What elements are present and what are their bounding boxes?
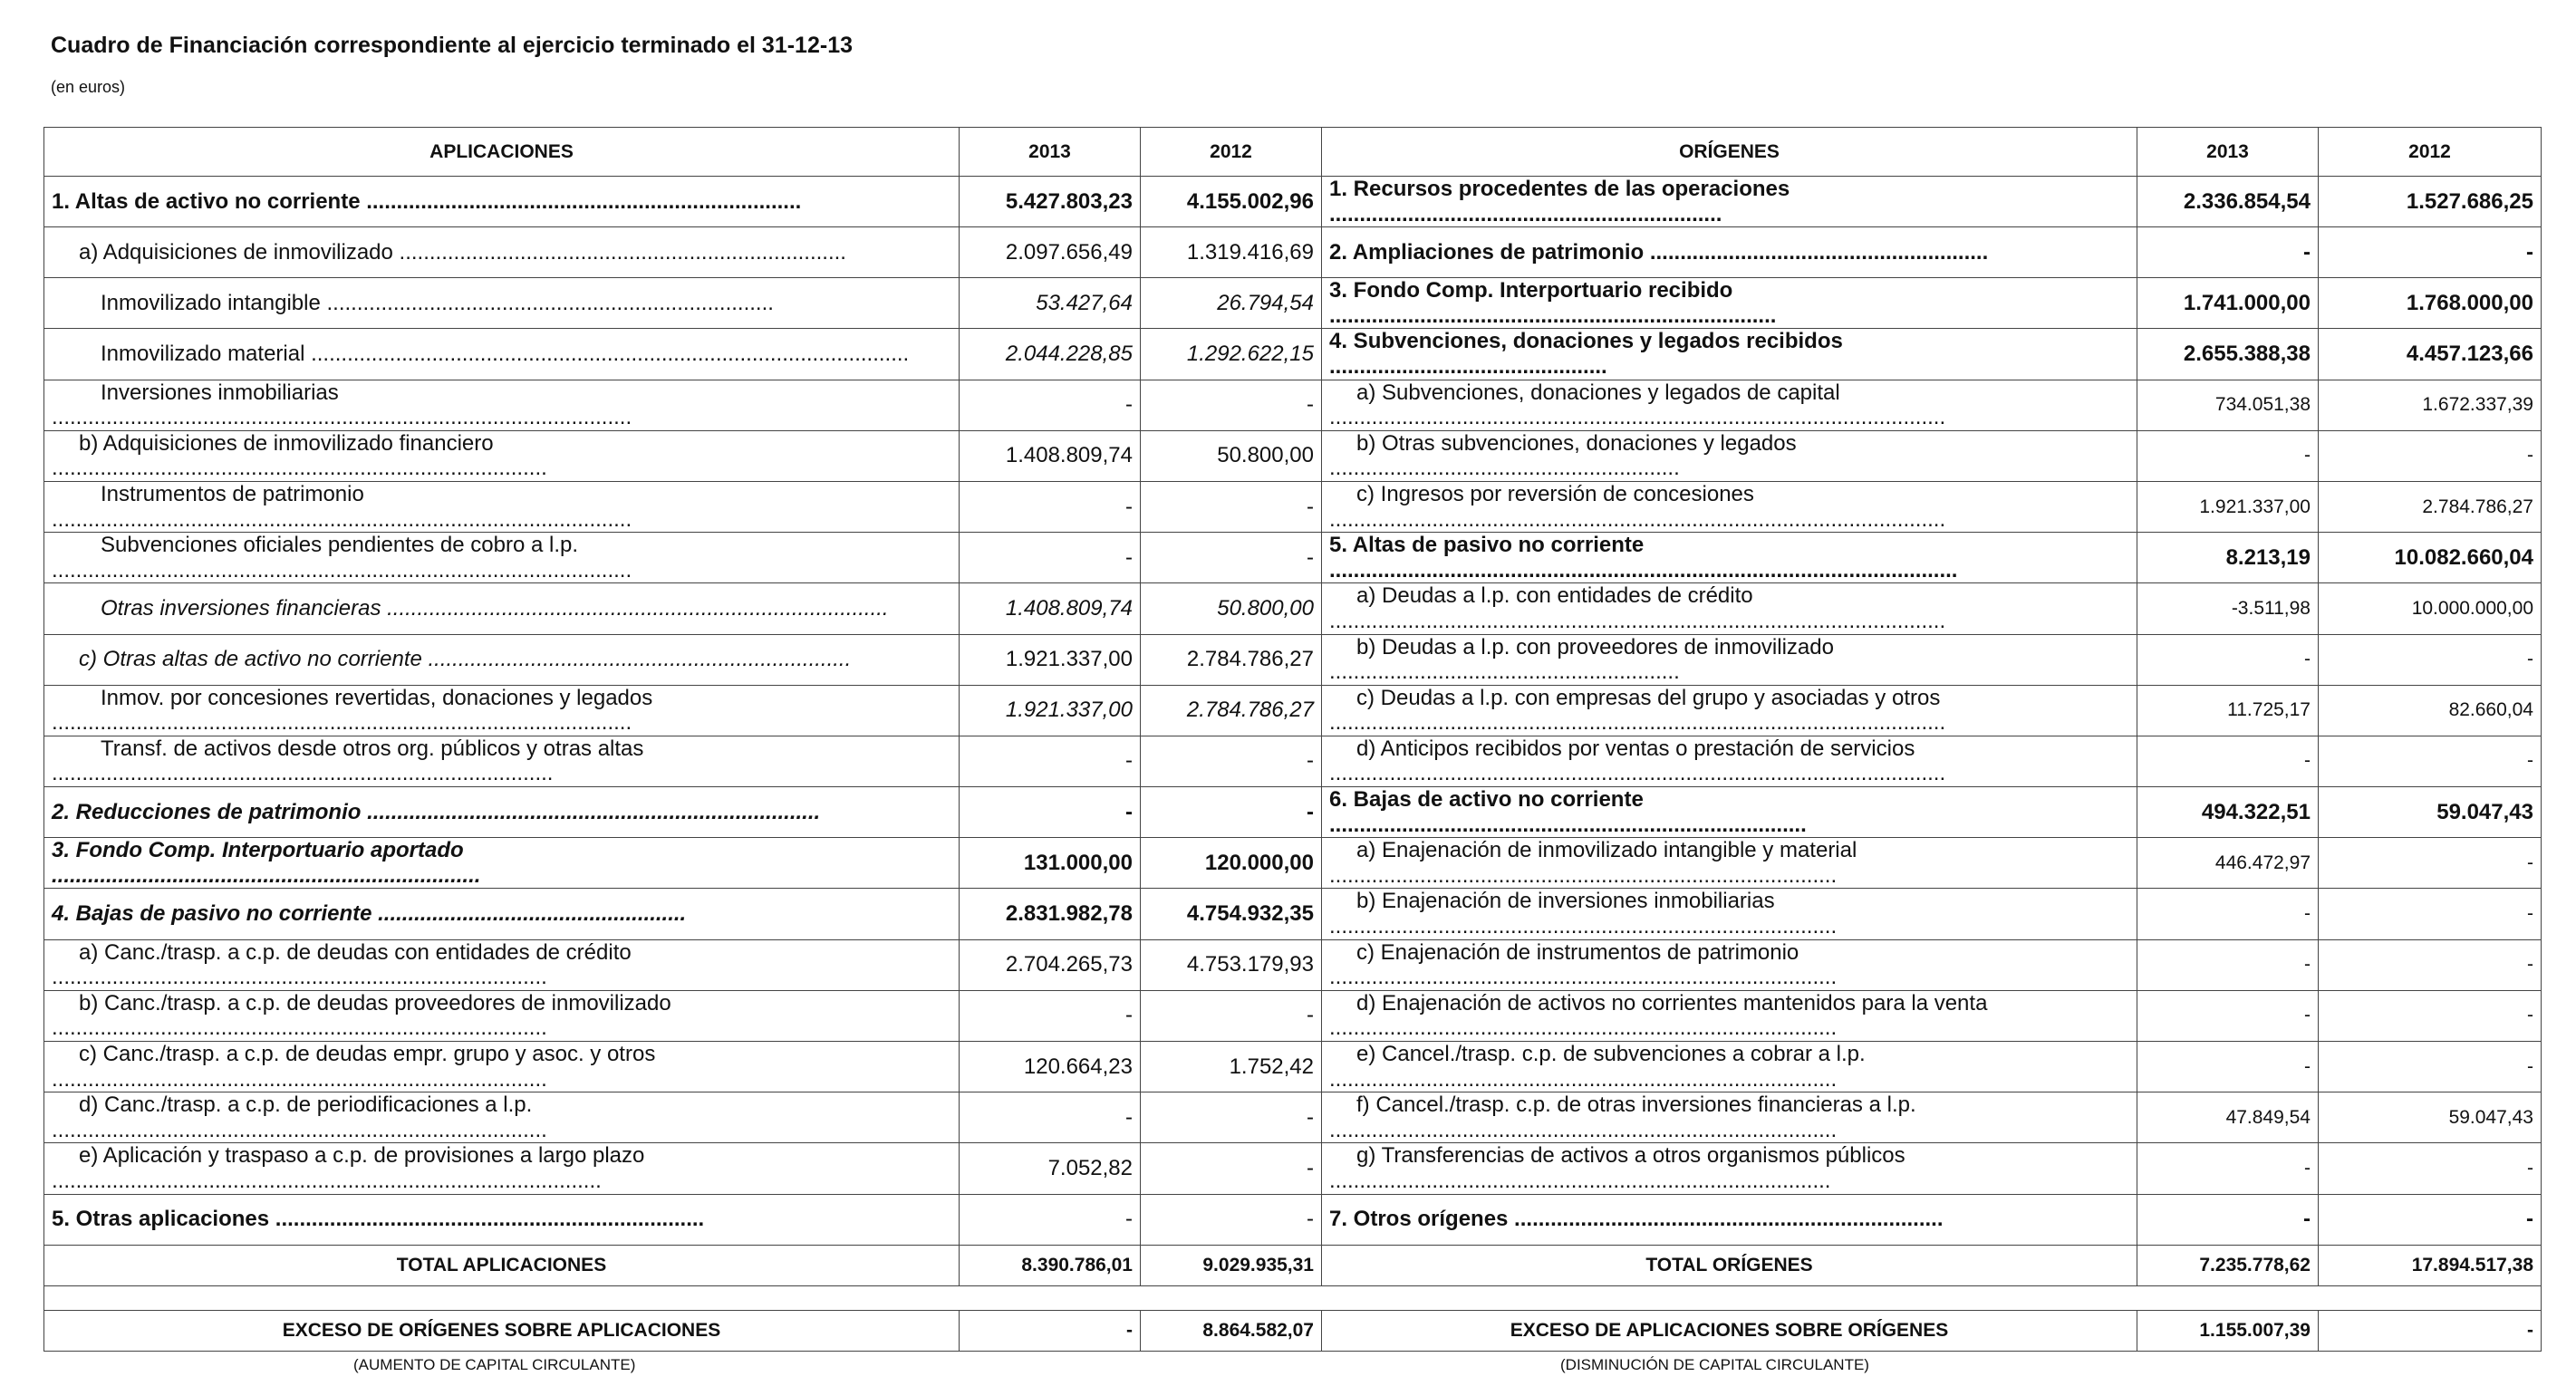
page-subtitle: (en euros) bbox=[51, 78, 126, 96]
aplicacion-label-text: c) Otras altas de activo no corriente ...................................................................... bbox=[79, 647, 852, 672]
table-row bbox=[44, 430, 2542, 481]
origen-2013: 494.322,51 bbox=[2137, 787, 2319, 838]
origen-2013: - bbox=[2137, 736, 2319, 786]
aplicacion-2013: - bbox=[960, 380, 1141, 430]
aplicacion-2012: 1.752,42 bbox=[1141, 1042, 1322, 1092]
origen-label-dots: .............................................. bbox=[1329, 353, 1607, 379]
aplicacion-2013: - bbox=[960, 787, 1141, 838]
spacer-cell bbox=[44, 1285, 2542, 1310]
aplicacion-label-dots: .................................................................................. bbox=[52, 1066, 547, 1092]
origen-label-text: b) Enajenación de inversiones inmobiliarias bbox=[1356, 889, 1775, 914]
aplicacion-2012: - bbox=[1141, 990, 1322, 1041]
aplicacion-label-text: c) Canc./trasp. a c.p. de deudas empr. grupo y asoc. y otros bbox=[79, 1042, 656, 1066]
origen-label bbox=[1322, 838, 2137, 889]
origen-2012: 10.000.000,00 bbox=[2319, 583, 2542, 634]
origen-label bbox=[1322, 1143, 2137, 1194]
origen-2013: -3.511,98 bbox=[2137, 583, 2319, 634]
aplicacion-2013: 1.408.809,74 bbox=[960, 583, 1141, 634]
origen-label-dots: ...................................................................................................... bbox=[1329, 405, 1946, 430]
origen-label bbox=[1322, 736, 2137, 786]
table-row bbox=[44, 1092, 2542, 1143]
aplicacion-2013: - bbox=[960, 736, 1141, 786]
aplicacion-2013: 5.427.803,23 bbox=[960, 177, 1141, 227]
totals-row bbox=[44, 1245, 2542, 1285]
origen-label bbox=[1322, 939, 2137, 990]
header-row bbox=[44, 128, 2542, 177]
origen-label-text: 4. Subvenciones, donaciones y legados recibidos bbox=[1329, 329, 1843, 354]
exceso-origenes-label: EXCESO DE ORÍGENES SOBRE APLICACIONES bbox=[44, 1310, 960, 1351]
origen-label-text: c) Enajenación de instrumentos de patrimonio bbox=[1356, 939, 1799, 965]
aplicacion-label-dots: .................................................................................. bbox=[52, 1117, 547, 1142]
aplicacion-label bbox=[44, 1042, 960, 1092]
aplicacion-2012: 2.784.786,27 bbox=[1141, 634, 1322, 685]
spacer-row bbox=[44, 1285, 2542, 1310]
aplicacion-label-dots: .................................................................................. bbox=[52, 965, 547, 990]
exceso-origenes-2013: - bbox=[960, 1310, 1141, 1351]
header-origenes: ORÍGENES bbox=[1322, 128, 2137, 177]
aplicacion-2013: 2.704.265,73 bbox=[960, 939, 1141, 990]
aplicacion-label bbox=[44, 329, 960, 380]
origen-label-text: a) Deudas a l.p. con entidades de crédito bbox=[1356, 583, 1753, 609]
aplicacion-2012: 50.800,00 bbox=[1141, 430, 1322, 481]
origen-2013: - bbox=[2137, 939, 2319, 990]
header-2012-right: 2012 bbox=[2319, 128, 2542, 177]
aplicacion-label-text: e) Aplicación y traspaso a c.p. de provisiones a largo plazo bbox=[79, 1143, 645, 1169]
origen-2012: - bbox=[2319, 1042, 2542, 1092]
aplicacion-label bbox=[44, 1194, 960, 1245]
origen-label-dots: ........................................................................................................ bbox=[1329, 557, 1958, 582]
aplicacion-label-text: a) Canc./trasp. a c.p. de deudas con entidades de crédito bbox=[79, 939, 632, 965]
aplicacion-2013: 53.427,64 bbox=[960, 278, 1141, 329]
table-row bbox=[44, 1042, 2542, 1092]
origen-label bbox=[1322, 227, 2137, 278]
table-row bbox=[44, 634, 2542, 685]
aplicacion-2013: - bbox=[960, 1194, 1141, 1245]
origen-2012: 59.047,43 bbox=[2319, 787, 2542, 838]
origen-label-text: c) Ingresos por reversión de concesiones bbox=[1356, 481, 1754, 506]
origen-label-text: a) Subvenciones, donaciones y legados de capital bbox=[1356, 380, 1840, 405]
origen-2012: - bbox=[2319, 1143, 2542, 1194]
total-aplicaciones-label: TOTAL APLICACIONES bbox=[44, 1245, 960, 1285]
aplicacion-label-text: 4. Bajas de pasivo no corriente ................................................... bbox=[52, 901, 687, 927]
header-aplicaciones: APLICACIONES bbox=[44, 128, 960, 177]
origen-label-text: 3. Fondo Comp. Interportuario recibido bbox=[1329, 278, 1733, 303]
aplicacion-label bbox=[44, 481, 960, 532]
aplicacion-label bbox=[44, 533, 960, 583]
origen-2012: - bbox=[2319, 1194, 2542, 1245]
origen-label bbox=[1322, 1092, 2137, 1143]
origen-label-text: f) Cancel./trasp. c.p. de otras inversiones financieras a l.p. bbox=[1356, 1092, 1916, 1118]
aplicacion-label-dots: ................................................................................................ bbox=[52, 710, 632, 736]
note-aumento-capital: (AUMENTO DE CAPITAL CIRCULANTE) bbox=[353, 1356, 636, 1373]
aplicacion-label bbox=[44, 380, 960, 430]
aplicacion-2013: 7.052,82 bbox=[960, 1143, 1141, 1194]
origen-label-dots: ...................................................................................................... bbox=[1329, 761, 1946, 786]
aplicacion-label-text: a) Adquisiciones de inmovilizado .......................................................................... bbox=[79, 239, 846, 265]
origen-2013: - bbox=[2137, 634, 2319, 685]
aplicacion-label-dots: ....................................................................... bbox=[52, 862, 481, 888]
table-row bbox=[44, 736, 2542, 786]
aplicacion-2013: 2.831.982,78 bbox=[960, 889, 1141, 939]
aplicacion-label bbox=[44, 736, 960, 786]
aplicacion-2013: 2.097.656,49 bbox=[960, 227, 1141, 278]
table-row bbox=[44, 889, 2542, 939]
exceso-aplicaciones-2012: - bbox=[2319, 1310, 2542, 1351]
table-row bbox=[44, 939, 2542, 990]
origen-2012: - bbox=[2319, 990, 2542, 1041]
aplicacion-label-dots: .................................................................................. bbox=[52, 1015, 547, 1041]
aplicacion-2012: 2.784.786,27 bbox=[1141, 685, 1322, 736]
table-row bbox=[44, 787, 2542, 838]
page-title: Cuadro de Financiación correspondiente al ejercicio terminado el 31-12-13 bbox=[51, 33, 853, 58]
aplicacion-label bbox=[44, 685, 960, 736]
aplicacion-label bbox=[44, 838, 960, 889]
table-row bbox=[44, 329, 2542, 380]
aplicacion-2012: - bbox=[1141, 787, 1322, 838]
origen-label-dots: ............................................................................... bbox=[1329, 812, 1807, 837]
total-origenes-label: TOTAL ORÍGENES bbox=[1322, 1245, 2137, 1285]
total-aplicaciones-2012: 9.029.935,31 bbox=[1141, 1245, 1322, 1285]
aplicacion-label bbox=[44, 278, 960, 329]
aplicacion-2013: 131.000,00 bbox=[960, 838, 1141, 889]
aplicacion-label-dots: .................................................................................. bbox=[52, 456, 547, 481]
table-row bbox=[44, 481, 2542, 532]
aplicacion-2012: - bbox=[1141, 1092, 1322, 1143]
origen-label-text: d) Enajenación de activos no corrientes mantenidos para la venta bbox=[1356, 990, 1988, 1015]
origen-2012: - bbox=[2319, 838, 2542, 889]
origen-2013: - bbox=[2137, 227, 2319, 278]
origen-label-text: g) Transferencias de activos a otros organismos públicos bbox=[1356, 1143, 1905, 1169]
origen-label-text: 5. Altas de pasivo no corriente bbox=[1329, 533, 1645, 558]
origen-2013: - bbox=[2137, 1194, 2319, 1245]
exceso-aplicaciones-label: EXCESO DE APLICACIONES SOBRE ORÍGENES bbox=[1322, 1310, 2137, 1351]
origen-label-text: 2. Ampliaciones de patrimonio ........................................................ bbox=[1329, 239, 1989, 265]
origen-label bbox=[1322, 380, 2137, 430]
origen-label bbox=[1322, 583, 2137, 634]
aplicacion-2013: 120.664,23 bbox=[960, 1042, 1141, 1092]
table-row bbox=[44, 838, 2542, 889]
aplicacion-label-text: Inversiones inmobiliarias bbox=[101, 380, 339, 405]
origen-label-dots: ...................................................................................................... bbox=[1329, 710, 1946, 736]
origen-label-text: 6. Bajas de activo no corriente bbox=[1329, 787, 1644, 813]
total-origenes-2012: 17.894.517,38 bbox=[2319, 1245, 2542, 1285]
aplicacion-label bbox=[44, 990, 960, 1041]
origen-label bbox=[1322, 1194, 2137, 1245]
aplicacion-2012: - bbox=[1141, 1143, 1322, 1194]
aplicacion-label-text: Subvenciones oficiales pendientes de cobro a l.p. bbox=[101, 533, 579, 558]
origen-label-text: 1. Recursos procedentes de las operaciones bbox=[1329, 177, 1790, 201]
origen-2012: - bbox=[2319, 736, 2542, 786]
aplicacion-2012: - bbox=[1141, 380, 1322, 430]
origen-2012: 1.672.337,39 bbox=[2319, 380, 2542, 430]
header-2013-right: 2013 bbox=[2137, 128, 2319, 177]
aplicacion-label bbox=[44, 634, 960, 685]
table-row bbox=[44, 583, 2542, 634]
origen-2012: - bbox=[2319, 430, 2542, 481]
aplicacion-label bbox=[44, 787, 960, 838]
aplicacion-label-text: 2. Reducciones de patrimonio ........................................................................... bbox=[52, 799, 821, 824]
table-row bbox=[44, 278, 2542, 329]
origen-2013: - bbox=[2137, 430, 2319, 481]
origen-label bbox=[1322, 481, 2137, 532]
aplicacion-label-dots: ........................................................................................... bbox=[52, 1168, 602, 1193]
origen-2012: 10.082.660,04 bbox=[2319, 533, 2542, 583]
aplicacion-label bbox=[44, 939, 960, 990]
aplicacion-2013: - bbox=[960, 533, 1141, 583]
origen-2013: 1.921.337,00 bbox=[2137, 481, 2319, 532]
aplicacion-label-text: Instrumentos de patrimonio bbox=[101, 481, 364, 506]
origen-2013: 1.741.000,00 bbox=[2137, 278, 2319, 329]
origen-2012: 82.660,04 bbox=[2319, 685, 2542, 736]
origen-label-text: e) Cancel./trasp. c.p. de subvenciones a cobrar a l.p. bbox=[1356, 1042, 1866, 1066]
origen-2013: - bbox=[2137, 1042, 2319, 1092]
aplicacion-label bbox=[44, 1143, 960, 1194]
origen-2013: 2.655.388,38 bbox=[2137, 329, 2319, 380]
aplicacion-label-text: 3. Fondo Comp. Interportuario aportado bbox=[52, 838, 464, 863]
origen-2013: 47.849,54 bbox=[2137, 1092, 2319, 1143]
aplicacion-2012: 26.794,54 bbox=[1141, 278, 1322, 329]
aplicacion-2012: 1.319.416,69 bbox=[1141, 227, 1322, 278]
origen-label-text: 7. Otros orígenes ....................................................................... bbox=[1329, 1207, 1944, 1232]
aplicacion-label-text: b) Canc./trasp. a c.p. de deudas proveedores de inmovilizado bbox=[79, 990, 671, 1015]
origen-label-dots: .......................................................................... bbox=[1329, 303, 1777, 328]
origen-label-dots: ................................................................................... bbox=[1329, 1168, 1831, 1193]
origen-label-dots: .................................................................................... bbox=[1329, 914, 1838, 939]
aplicacion-2013: - bbox=[960, 990, 1141, 1041]
origen-2012: 1.768.000,00 bbox=[2319, 278, 2542, 329]
origen-label-text: b) Deudas a l.p. con proveedores de inmovilizado bbox=[1356, 634, 1834, 659]
total-aplicaciones-2013: 8.390.786,01 bbox=[960, 1245, 1141, 1285]
note-disminucion-capital: (DISMINUCIÓN DE CAPITAL CIRCULANTE) bbox=[1560, 1356, 1869, 1373]
origen-2013: - bbox=[2137, 889, 2319, 939]
header-2013-left: 2013 bbox=[960, 128, 1141, 177]
origen-2012: - bbox=[2319, 227, 2542, 278]
origen-2013: 2.336.854,54 bbox=[2137, 177, 2319, 227]
origen-label-text: d) Anticipos recibidos por ventas o prestación de servicios bbox=[1356, 736, 1915, 761]
origen-2013: - bbox=[2137, 990, 2319, 1041]
table-row bbox=[44, 990, 2542, 1041]
aplicacion-2012: - bbox=[1141, 481, 1322, 532]
table-row bbox=[44, 533, 2542, 583]
aplicacion-label bbox=[44, 583, 960, 634]
table-row bbox=[44, 685, 2542, 736]
aplicacion-label-text: Transf. de activos desde otros org. públicos y otras altas bbox=[101, 736, 644, 761]
aplicacion-label-dots: ................................................................................................ bbox=[52, 557, 632, 582]
aplicacion-2013: 1.921.337,00 bbox=[960, 634, 1141, 685]
origen-2013: 734.051,38 bbox=[2137, 380, 2319, 430]
aplicacion-label-text: Inmovilizado intangible .......................................................................... bbox=[101, 290, 774, 315]
aplicacion-label bbox=[44, 227, 960, 278]
aplicacion-label bbox=[44, 430, 960, 481]
aplicacion-2012: - bbox=[1141, 1194, 1322, 1245]
origen-label-text: b) Otras subvenciones, donaciones y legados bbox=[1356, 430, 1797, 456]
origen-label bbox=[1322, 278, 2137, 329]
aplicacion-label bbox=[44, 177, 960, 227]
aplicacion-label bbox=[44, 889, 960, 939]
origen-2013: 8.213,19 bbox=[2137, 533, 2319, 583]
origen-label bbox=[1322, 889, 2137, 939]
origen-label-dots: .................................................................................... bbox=[1329, 862, 1838, 888]
aplicacion-2012: 4.753.179,93 bbox=[1141, 939, 1322, 990]
origen-label-dots: ...................................................................................................... bbox=[1329, 506, 1946, 532]
origen-label bbox=[1322, 430, 2137, 481]
table-row bbox=[44, 177, 2542, 227]
origen-label bbox=[1322, 787, 2137, 838]
origen-label-dots: .................................................................................... bbox=[1329, 1015, 1838, 1041]
origen-2012: 4.457.123,66 bbox=[2319, 329, 2542, 380]
aplicacion-label-text: 5. Otras aplicaciones ....................................................................... bbox=[52, 1207, 705, 1232]
origen-2012: 1.527.686,25 bbox=[2319, 177, 2542, 227]
aplicacion-2013: - bbox=[960, 1092, 1141, 1143]
aplicacion-label-dots: ................................................................................................ bbox=[52, 405, 632, 430]
origen-label-dots: .......................................................... bbox=[1329, 456, 1680, 481]
aplicacion-2013: 1.408.809,74 bbox=[960, 430, 1141, 481]
table-row bbox=[44, 1194, 2542, 1245]
origen-label-dots: .................................................................................... bbox=[1329, 965, 1838, 990]
aplicacion-2012: 50.800,00 bbox=[1141, 583, 1322, 634]
aplicacion-label-text: Otras inversiones financieras ................................................................................... bbox=[101, 596, 889, 621]
aplicacion-label-dots: ................................................................................... bbox=[52, 761, 554, 786]
origen-2013: - bbox=[2137, 1143, 2319, 1194]
aplicacion-2013: - bbox=[960, 481, 1141, 532]
table-row bbox=[44, 1143, 2542, 1194]
origen-label bbox=[1322, 990, 2137, 1041]
exceso-aplicaciones-2013: 1.155.007,39 bbox=[2137, 1310, 2319, 1351]
origen-label bbox=[1322, 329, 2137, 380]
origen-label-dots: .................................................................................... bbox=[1329, 1117, 1838, 1142]
aplicacion-2012: 4.754.932,35 bbox=[1141, 889, 1322, 939]
aplicacion-label-text: d) Canc./trasp. a c.p. de periodificaciones a l.p. bbox=[79, 1092, 533, 1118]
origen-2012: 2.784.786,27 bbox=[2319, 481, 2542, 532]
table-row bbox=[44, 380, 2542, 430]
aplicacion-label-text: b) Adquisiciones de inmovilizado financiero bbox=[79, 430, 494, 456]
aplicacion-label bbox=[44, 1092, 960, 1143]
origen-2012: - bbox=[2319, 889, 2542, 939]
origen-2012: 59.047,43 bbox=[2319, 1092, 2542, 1143]
total-origenes-2013: 7.235.778,62 bbox=[2137, 1245, 2319, 1285]
origen-2013: 446.472,97 bbox=[2137, 838, 2319, 889]
header-2012-left: 2012 bbox=[1141, 128, 1322, 177]
aplicacion-2012: - bbox=[1141, 533, 1322, 583]
origen-label bbox=[1322, 533, 2137, 583]
aplicacion-label-text: 1. Altas de activo no corriente ........................................................................ bbox=[52, 188, 802, 214]
origen-label-text: a) Enajenación de inmovilizado intangible y material bbox=[1356, 838, 1857, 863]
aplicacion-2013: 2.044.228,85 bbox=[960, 329, 1141, 380]
origen-label-dots: ................................................................. bbox=[1329, 201, 1722, 226]
aplicacion-label-text: Inmov. por concesiones revertidas, donaciones y legados bbox=[101, 685, 653, 710]
origen-label bbox=[1322, 634, 2137, 685]
exceso-row bbox=[44, 1310, 2542, 1351]
aplicacion-2013: 1.921.337,00 bbox=[960, 685, 1141, 736]
origen-2012: - bbox=[2319, 634, 2542, 685]
origen-label-dots: .......................................................... bbox=[1329, 659, 1680, 685]
origen-label-dots: ...................................................................................................... bbox=[1329, 608, 1946, 633]
aplicacion-2012: 120.000,00 bbox=[1141, 838, 1322, 889]
exceso-origenes-2012: 8.864.582,07 bbox=[1141, 1310, 1322, 1351]
aplicacion-label-dots: ................................................................................................ bbox=[52, 506, 632, 532]
origen-label-text: c) Deudas a l.p. con empresas del grupo y asociadas y otros bbox=[1356, 685, 1941, 710]
origen-2012: - bbox=[2319, 939, 2542, 990]
aplicacion-2012: 4.155.002,96 bbox=[1141, 177, 1322, 227]
aplicacion-2012: 1.292.622,15 bbox=[1141, 329, 1322, 380]
origen-label bbox=[1322, 685, 2137, 736]
aplicacion-label-text: Inmovilizado material ................................................................................................... bbox=[101, 342, 910, 367]
origen-label-dots: .................................................................................... bbox=[1329, 1066, 1838, 1092]
origen-label bbox=[1322, 1042, 2137, 1092]
origen-label bbox=[1322, 177, 2137, 227]
table-row bbox=[44, 227, 2542, 278]
financing-table bbox=[43, 127, 2542, 1352]
aplicacion-2012: - bbox=[1141, 736, 1322, 786]
origen-2013: 11.725,17 bbox=[2137, 685, 2319, 736]
